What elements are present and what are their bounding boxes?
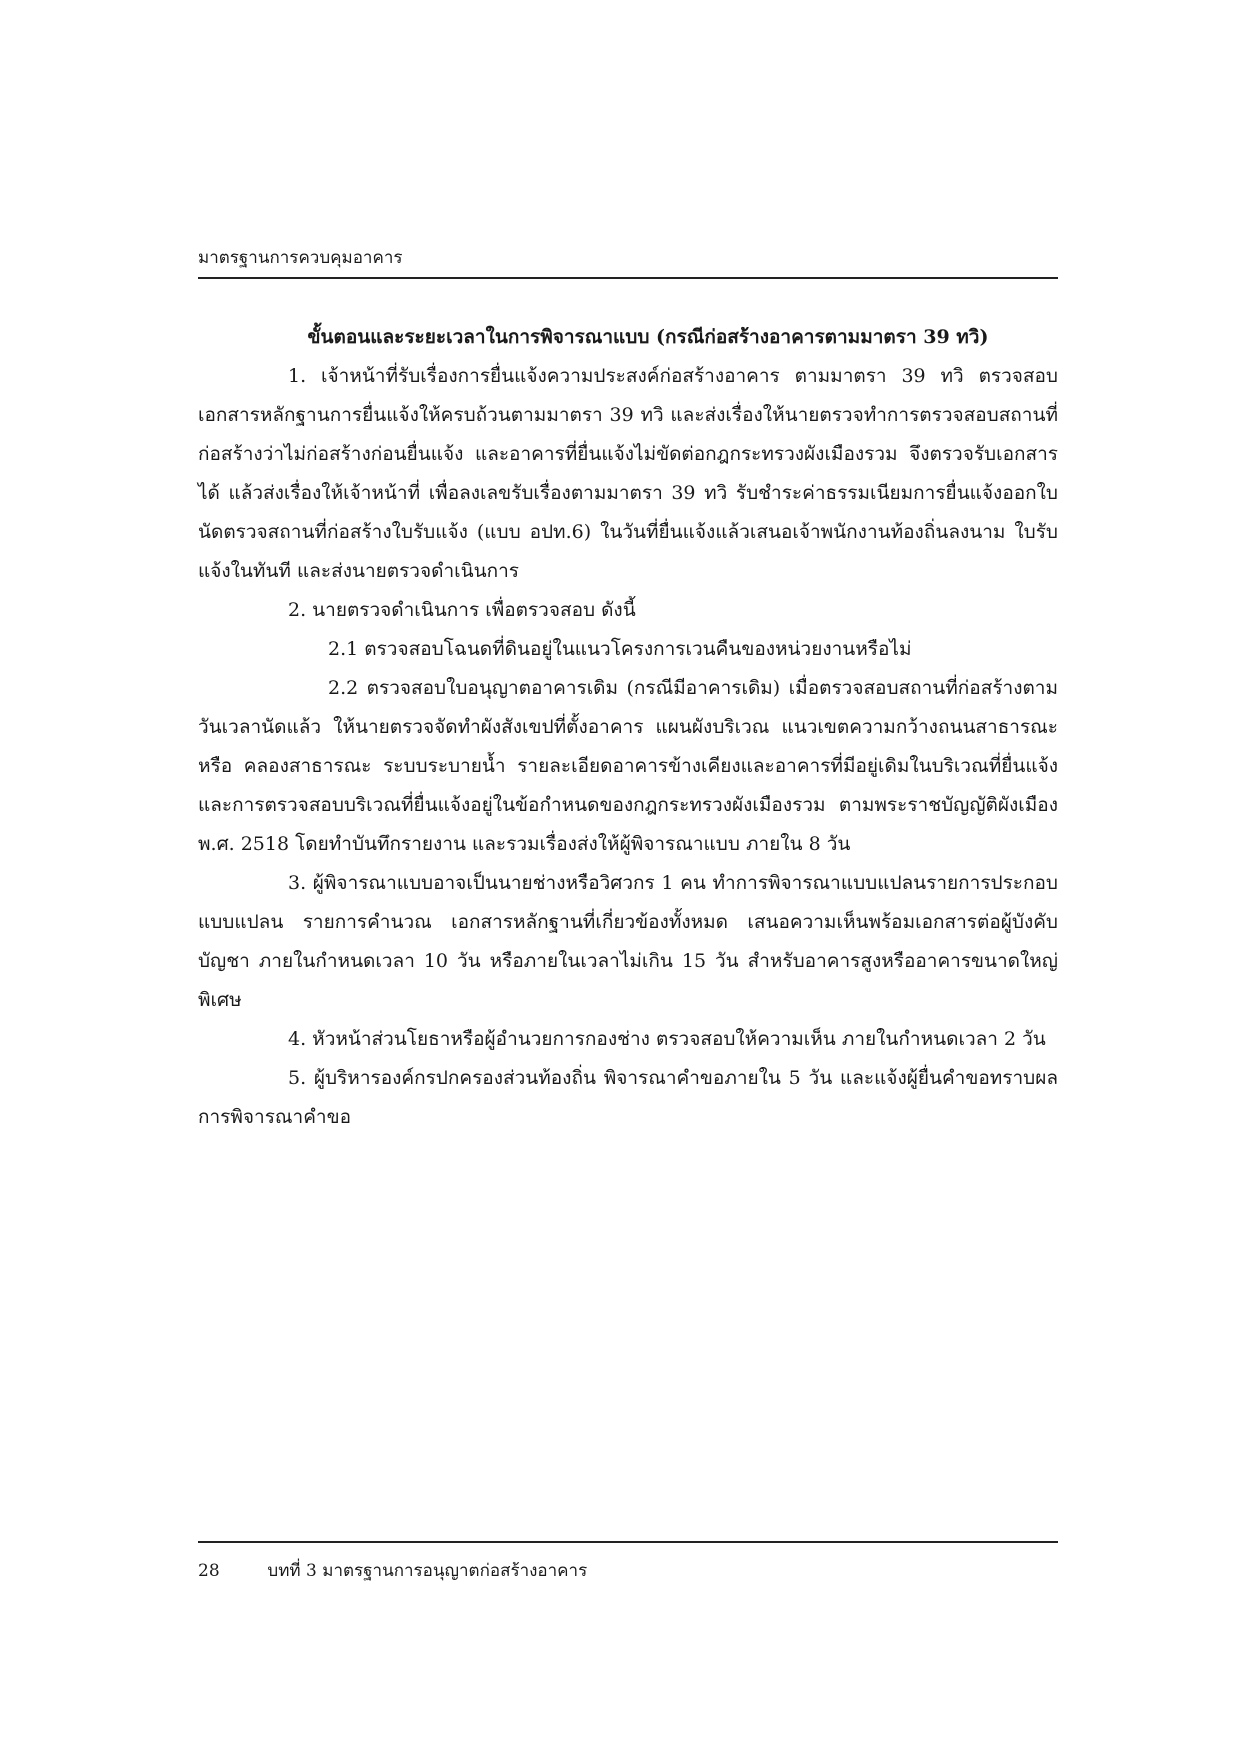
paragraph-item-2: 2. นายตรวจดำเนินการ เพื่อตรวจสอบ ดังนี้ [288,599,636,621]
paragraph-item-2-1: 2.1 ตรวจสอบโฉนดที่ดินอยู่ในแนวโครงการเวนคืนของหน่วยงานหรือไม่ [328,638,912,660]
page-number: 28 [198,1561,220,1581]
page-footer [198,1541,1058,1584]
paragraph-item-4: 4. หัวหน้าส่วนโยธาหรือผู้อำนวยการกองช่าง ตรวจสอบให้ความเห็น ภายในกำหนดเวลา 2 วัน [288,1028,1046,1050]
document-body [198,318,1058,1137]
chapter-title: บทที่ 3 มาตรฐานการอนุญาตก่อสร้างอาคาร [267,1561,588,1581]
section-title: ขั้นตอนและระยะเวลาในการพิจารณาแบบ (กรณีก่อสร้างอาคารตามมาตรา 39 ทวิ) [307,326,989,348]
running-header-title: มาตรฐานการควบคุมอาคาร [198,248,403,268]
paragraph-item-2-2: 2.2 ตรวจสอบใบอนุญาตอาคารเดิม (กรณีมีอาคารเดิม) เมื่อตรวจสอบสถานที่ก่อสร้างตามวันเวลานัดแล้ว ให้นายตรวจจัดทำผังสังเขปที่ตั้งอาคาร แผนผังบริเวณ แนวเขตความกว้างถนนสาธารณะ หรือ คลองสาธารณะ ระบบระบายน้ำ รายละเอียดอาคารข้างเคียงและอาคารที่มีอยู่เดิมในบริเวณที่ยื่นแจ้ง และการตรวจสอบบริเวณที่ยื่นแจ้งอยู่ในข้อกำหนดของกฎกระทรวงผังเมืองรวม ตามพระราชบัญญัติผังเมือง พ.ศ. 2518 โดยทำบันทึกรายงาน และรวมเรื่องส่งให้ผู้พิจารณาแบบ ภายใน 8 วัน [198,677,1058,855]
paragraph-item-3: 3. ผู้พิจารณาแบบอาจเป็นนายช่างหรือวิศวกร 1 คน ทำการพิจารณาแบบแปลนรายการประกอบแบบแปลน รายการคำนวณ เอกสารหลักฐานที่เกี่ยวข้องทั้งหมด เสนอความเห็นพร้อมเอกสารต่อผู้บังคับบัญชา ภายในกำหนดเวลา 10 วัน หรือภายในเวลาไม่เกิน 15 วัน สำหรับอาคารสูงหรืออาคารขนาดใหญ่พิเศษ [198,872,1058,1011]
running-header [198,244,1058,279]
paragraph-item-1: 1. เจ้าหน้าที่รับเรื่องการยื่นแจ้งความประสงค์ก่อสร้างอาคาร ตามมาตรา 39 ทวิ ตรวจสอบเอกสารหลักฐานการยื่นแจ้งให้ครบถ้วนตามมาตรา 39 ทวิ และส่งเรื่องให้นายตรวจทำการตรวจสอบสถานที่ก่อสร้างว่าไม่ก่อสร้างก่อนยื่นแจ้ง และอาคารที่ยื่นแจ้งไม่ขัดต่อกฎกระทรวงผังเมืองรวม จึงตรวจรับเอกสารได้ แล้วส่งเรื่องให้เจ้าหน้าที่ เพื่อลงเลขรับเรื่องตามมาตรา 39 ทวิ รับชำระค่าธรรมเนียมการยื่นแจ้งออกใบนัดตรวจสถานที่ก่อสร้างใบรับแจ้ง (แบบ อปท.6) ในวันที่ยื่นแจ้งแล้วเสนอเจ้าพนักงานท้องถิ่นลงนาม ใบรับแจ้งในทันที และส่งนายตรวจดำเนินการ [198,365,1058,582]
paragraph-item-5: 5. ผู้บริหารองค์กรปกครองส่วนท้องถิ่น พิจารณาคำขอภายใน 5 วัน และแจ้งผู้ยื่นคำขอทราบผลการพิจารณาคำขอ [198,1067,1058,1128]
